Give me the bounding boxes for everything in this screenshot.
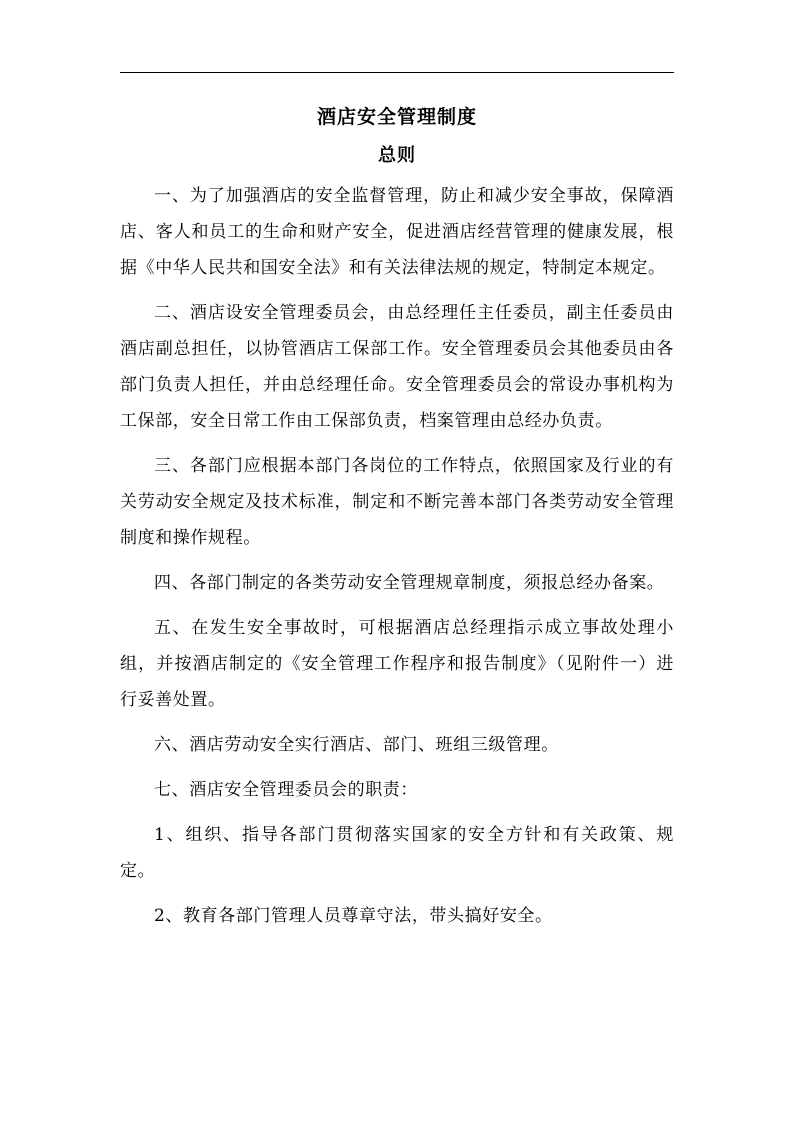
document-title: 酒店安全管理制度 [316,106,477,128]
paragraph-6: 六、酒店劳动安全实行酒店、部门、班组三级管理。 [154,735,559,755]
section-heading: 总则 [378,145,416,166]
header-rule [120,72,674,73]
paragraph-8: 1、组织、指导各部门贯彻落实国家的安全方针和有关政策、规定。 [120,825,674,881]
paragraph-1: 一、为了加强酒店的安全监督管理，防止和减少安全事故，保障酒店、客人和员工的生命和财产安全，促进酒店经营管理的健康发展，根据《中华人民共和国安全法》和有关法律法规的规定，特制定本规定。 [120,186,674,278]
document-body [120,98,674,943]
paragraph-2: 二、酒店设安全管理委员会，由总经理任主任委员，副主任委员由酒店副总担任，以协管酒店工保部工作。安全管理委员会其他委员由各部门负责人担任，并由总经理任命。安全管理委员会的常设办事机构为工保部，安全日常工作由工保部负责，档案管理由总经办负责。 [120,303,674,431]
paragraph-5: 五、在发生安全事故时，可根据酒店总经理指示成立事故处理小组，并按酒店制定的《安全管理工作程序和报告制度》（见附件一）进行妥善处置。 [120,618,674,710]
paragraph-4: 四、各部门制定的各类劳动安全管理规章制度，须报总经办备案。 [154,573,665,593]
paragraph-3: 三、各部门应根据本部门各岗位的工作特点，依照国家及行业的有关劳动安全规定及技术标准，制定和不断完善本部门各类劳动安全管理制度和操作规程。 [120,456,674,548]
paragraph-9: 2、教育各部门管理人员尊章守法，带头搞好安全。 [154,906,553,926]
paragraph-7: 七、酒店安全管理委员会的职责： [154,780,418,800]
